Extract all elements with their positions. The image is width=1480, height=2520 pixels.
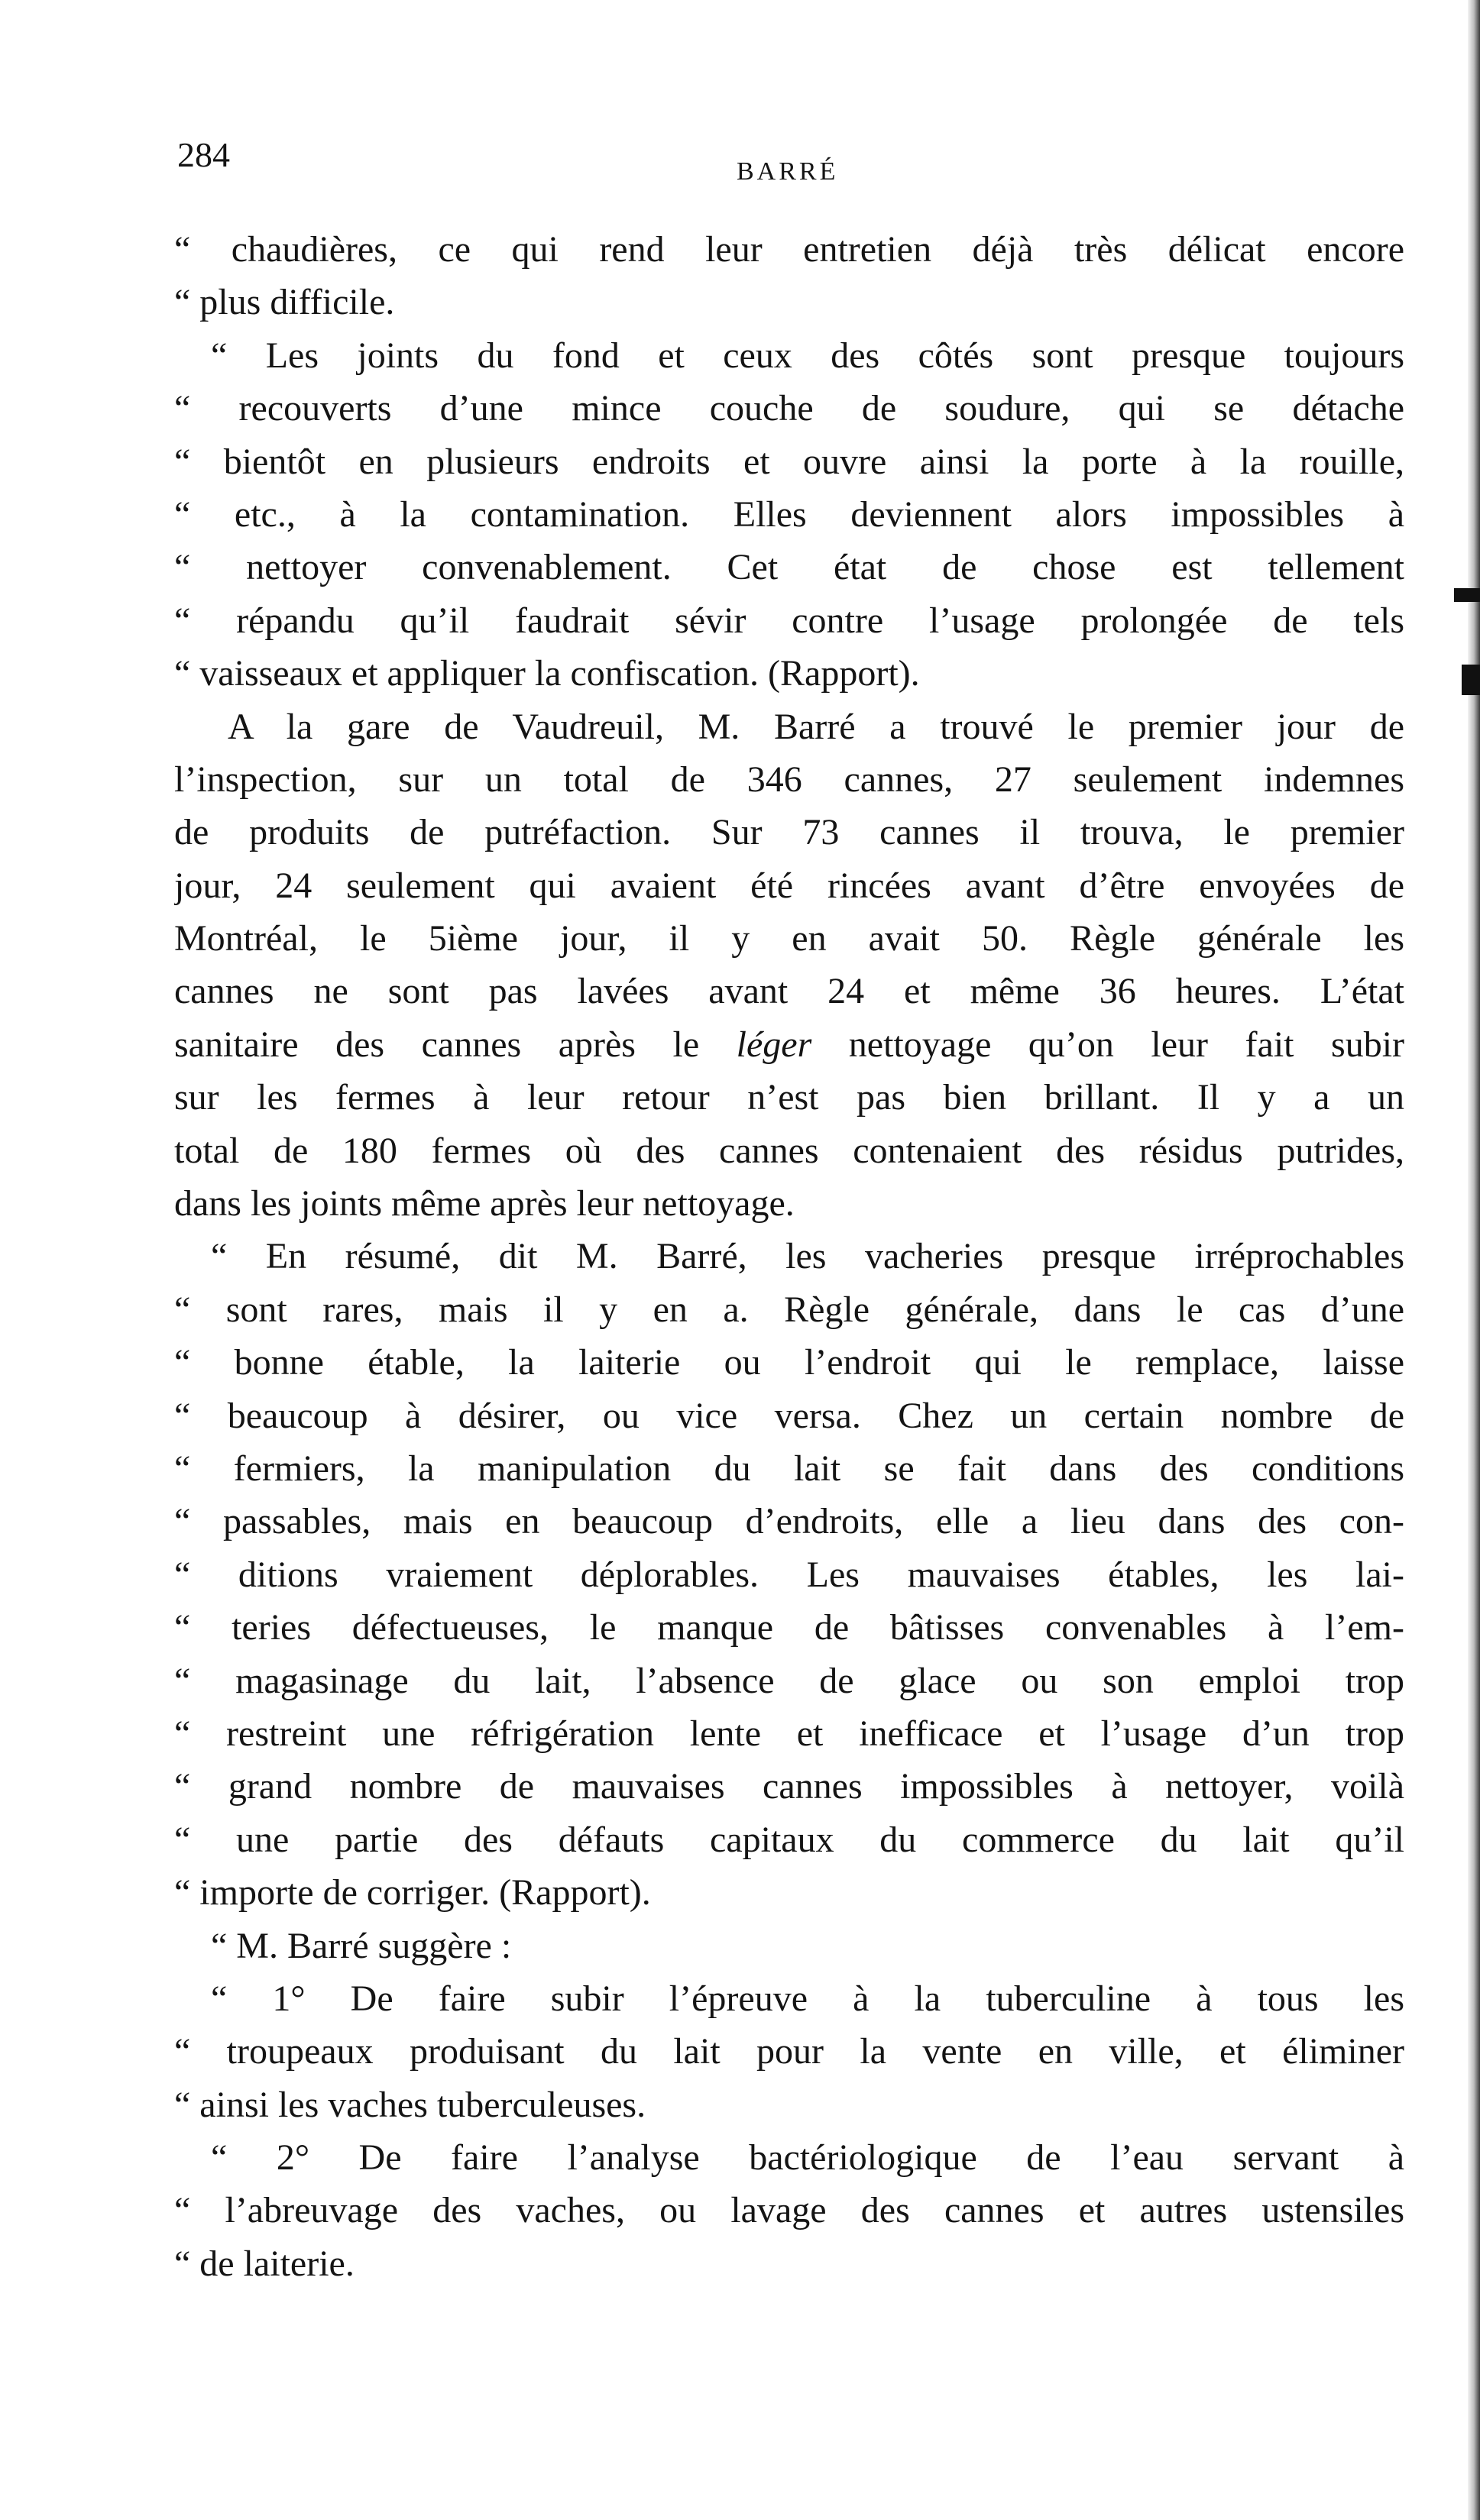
- text-line: total de 180 fermes où des cannes contenaient des résidus putrides,: [174, 1130, 1404, 1171]
- text-line: “ Les joints du fond et ceux des côtés sont presque toujours: [211, 335, 1404, 376]
- text-line: “ bonne étable, la laiterie ou l’endroit qui le remplace, laisse: [174, 1342, 1404, 1383]
- text-line: l’inspection, sur un total de 346 cannes, 27 seulement indemnes: [174, 759, 1404, 800]
- text-line: “ fermiers, la manipulation du lait se fait dans des conditions: [174, 1448, 1404, 1489]
- text-line: de produits de putréfaction. Sur 73 cannes il trouva, le premier: [174, 812, 1404, 853]
- text-line: “ etc., à la contamination. Elles deviennent alors impossibles à: [174, 493, 1404, 535]
- text-line: “ troupeaux produisant du lait pour la vente en ville, et éliminer: [174, 2031, 1404, 2072]
- binding-mark: [1454, 588, 1480, 602]
- text-line: “ de laiterie.: [174, 2243, 355, 2284]
- page-binding-edge: [1468, 0, 1480, 2520]
- text-line: “ teries défectueuses, le manque de bâtisses convenables à l’em-: [174, 1607, 1404, 1648]
- text-line: jour, 24 seulement qui avaient été rincées avant d’être envoyées de: [174, 865, 1404, 906]
- running-head: BARRÉ: [737, 157, 839, 186]
- text-line: cannes ne sont pas lavées avant 24 et même 36 heures. L’état: [174, 971, 1404, 1012]
- text-line: “ vaisseaux et appliquer la confiscation. (Rapport).: [174, 653, 920, 694]
- text-line: “ importe de corriger. (Rapport).: [174, 1872, 651, 1913]
- text-line: “ magasinage du lait, l’absence de glace ou son emploi trop: [174, 1660, 1404, 1701]
- text-line: sur les fermes à leur retour n’est pas bien brillant. Il y a un: [174, 1077, 1404, 1118]
- text-line: “ 1° De faire subir l’épreuve à la tuberculine à tous les: [211, 1978, 1404, 2019]
- text-line: “ grand nombre de mauvaises cannes impossibles à nettoyer, voilà: [174, 1766, 1404, 1807]
- text-line: A la gare de Vaudreuil, M. Barré a trouvé le premier jour de: [228, 706, 1404, 747]
- text-line: “ En résumé, dit M. Barré, les vacheries presque irréprochables: [211, 1236, 1404, 1277]
- text-line: “ répandu qu’il faudrait sévir contre l’usage prolongée de tels: [174, 600, 1404, 641]
- text-line: “ chaudières, ce qui rend leur entretien déjà très délicat encore: [174, 229, 1404, 270]
- binding-mark: [1462, 665, 1480, 695]
- text-line: “ ainsi les vaches tuberculeuses.: [174, 2084, 646, 2125]
- text-line: sanitaire des cannes après le léger nettoyage qu’on leur fait subir: [174, 1024, 1404, 1065]
- text-line: “ l’abreuvage des vaches, ou lavage des cannes et autres ustensiles: [174, 2190, 1404, 2231]
- text-line: “ bientôt en plusieurs endroits et ouvre ainsi la porte à la rouille,: [174, 441, 1404, 482]
- text-line: “ une partie des défauts capitaux du commerce du lait qu’il: [174, 1819, 1404, 1860]
- page-number: 284: [177, 135, 230, 174]
- text-line: “ M. Barré suggère :: [211, 1925, 512, 1966]
- text-line: dans les joints même après leur nettoyage.: [174, 1183, 795, 1224]
- text-line: “ 2° De faire l’analyse bactériologique de l’eau servant à: [211, 2137, 1404, 2179]
- text-line: Montréal, le 5ième jour, il y en avait 50. Règle générale les: [174, 918, 1404, 959]
- text-line: “ passables, mais en beaucoup d’endroits, elle a lieu dans des con-: [174, 1501, 1404, 1542]
- text-line: “ plus difficile.: [174, 282, 395, 323]
- text-line: “ beaucoup à désirer, ou vice versa. Chez un certain nombre de: [174, 1395, 1404, 1436]
- text-line: “ restreint une réfrigération lente et inefficace et l’usage d’un trop: [174, 1713, 1404, 1754]
- text-line: “ sont rares, mais il y en a. Règle générale, dans le cas d’une: [174, 1289, 1404, 1330]
- text-line: “ ditions vraiement déplorables. Les mauvaises étables, les lai-: [174, 1554, 1404, 1595]
- text-line: “ nettoyer convenablement. Cet état de chose est tellement: [174, 547, 1404, 588]
- text-line: “ recouverts d’une mince couche de soudure, qui se détache: [174, 388, 1404, 429]
- body-text: [174, 223, 1404, 2290]
